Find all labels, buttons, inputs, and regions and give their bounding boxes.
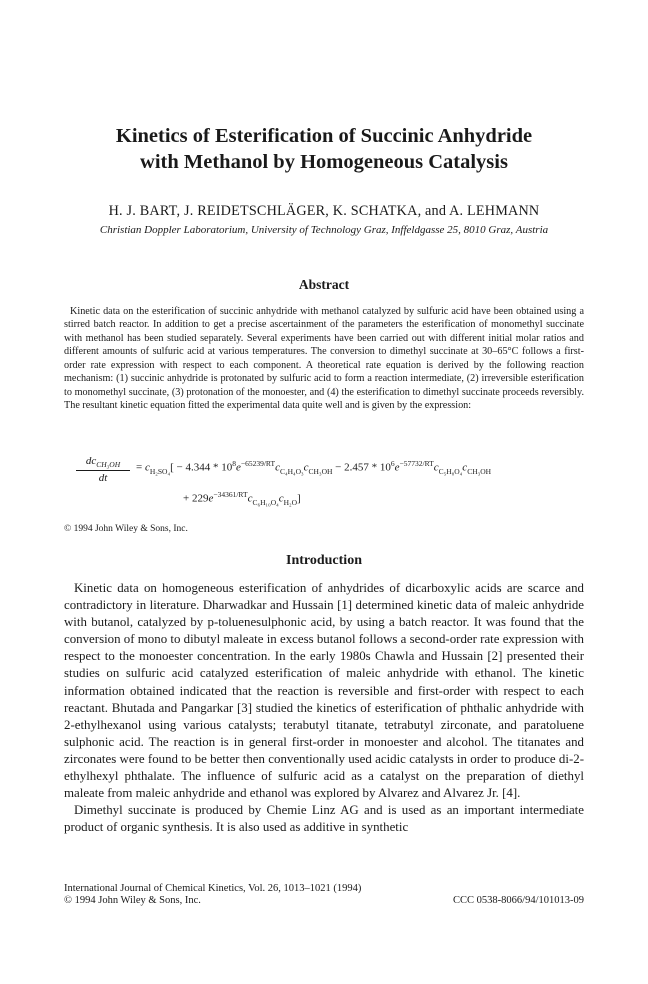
introduction-paragraph-2: Dimethyl succinate is produced by Chemie Linz AG and is used as an important intermediate product of organic synthesis. It is also used as additive in synthetic [64,803,584,835]
footer-row [64,895,584,907]
article-title [60,123,588,175]
rate-equation-lhs [76,455,130,484]
author-list: H. J. BART, J. REIDETSCHLÄGER, K. SCHATKA, and A. LEHMANN [108,203,540,219]
introduction-heading: Introduction [286,553,362,568]
page-footer [64,883,584,907]
rate-equation-rhs: = $c_{H_2SO_4}[ - 4.344 * 10^8e^{-65239/RT}c_{C_4H_4O_3}c_{CH_3OH} - 2.457 * 10^6e^{-57732/RT}c_{C_5H_8O_4}c_{CH_3OH}$ [136,459,492,476]
rate-equation [76,455,616,489]
title-line-1: Kinetics of Esterification of Succinic Anhydride [115,125,533,147]
abstract-text: Kinetic data on the esterification of succinic anhydride with methanol catalyzed by sulfuric acid have been obtained using a stirred batch reactor. In addition to get a precise ascertainment of the parameters the esterification of monomethyl succinate with methanol has been studied separately. Several experiments have been carried out with different initial molar ratios and different amounts of sulfuric acid at various temperatures. The conversion to dimethyl succinate at 30–65°C follows a first-order rate expression with respect to each component. A theoretical rate equation is derived by the following reaction mechanism: (1) succinic anhydride is protonated by sulfuric acid to form a reaction intermediate, (2) irreversible esterification to monomethyl succinate, (3) protonation of the monoester, and (4) the esterification to dimethyl succinate proceeds reversibly. The resultant kinetic equation fitted the experimental data quite well and is given by the expression: [64,306,584,412]
introduction-text [64,580,584,836]
abstract-heading: Abstract [298,277,350,292]
lhs-denominator: dt [98,472,108,485]
introduction-paragraph-1: Kinetic data on homogeneous esterification of anhydrides of dicarboxylic acids are scarce and contradictory in literature. Dharwadkar and Hussain [1] determined kinetic data of maleic anhydride with butanol, catalyzed by p-toluenesulphonic acid, by using a batch reactor. It was found that the conversion of mono to dibutyl maleate in excess butanol follows a second-order rate expression with respect to the monoester concentration. In the early 1980s Chawla and Hussain [2] presented their studies on sulfuric acid catalyzed esterification of maleic anhydride with ethanol. The kinetic information obtained indicated that the reaction is reversible and first-order with respect to each reactant. Bhutada and Pangarkar [3] studied the kinetics of esterification of phthalic anhydride with 2-ethylhexanol using various catalysts; terabutyl titanate, tetrabutyl zirconate, and paratoluene sulphonic acid. The reaction is in general first-order in monoester and alcohol. The titanates and zirconates were found to be better then conventionally used acidic catalysts in order to produce di-2-ethylhexyl phthalate. The influence of sulfuric acid as a catalyst on the preparation of diethyl maleate from maleic anhydride and ethanol was explored by Alvarez and Alvarez Jr. [4]. [64,581,584,801]
ccc-code: CCC 0538-8066/94/101013-09 [453,895,584,906]
footer-copyright: © 1994 John Wiley & Sons, Inc. [64,895,201,906]
title-line-2: with Methanol by Homogeneous Catalysis [140,151,508,173]
affiliation: Christian Doppler Laboratorium, University of Technology Graz, Inffeldgasse 25, 8010 Graz, Austria [99,224,549,236]
abstract-copyright: © 1994 John Wiley & Sons, Inc. [64,524,188,534]
journal-citation: International Journal of Chemical Kinetics, Vol. 26, 1013–1021 (1994) [64,883,362,894]
rate-equation-continued: + $229e^{-34361/RT}c_{C_6H_{10}O_4}c_{H_2O}$] [183,490,301,507]
lhs-numerator: $dc_{CH_3OH}$ [76,455,130,471]
